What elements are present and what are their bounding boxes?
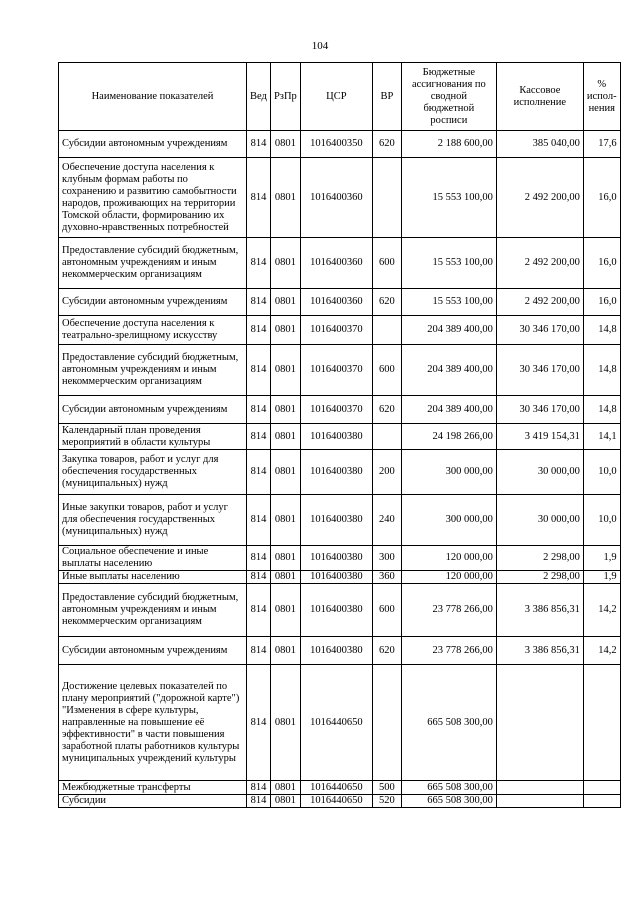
- table-cell-cash: [496, 795, 583, 808]
- table-cell-name: Обеспечение доступа населения к театрально-зрелищному искусству: [59, 316, 247, 345]
- table-cell-vr: 620: [372, 396, 401, 424]
- table-cell-csr: 1016400380: [300, 571, 372, 584]
- table-cell-budget: 24 198 266,00: [401, 424, 496, 450]
- table-cell-pct: [583, 795, 620, 808]
- table-cell-rzpr: 0801: [270, 795, 300, 808]
- table-cell-budget: 23 778 266,00: [401, 637, 496, 665]
- table-cell-name: Субсидии: [59, 795, 247, 808]
- table-cell-cash: 2 298,00: [496, 546, 583, 571]
- table-cell-pct: 1,9: [583, 571, 620, 584]
- table-row: [59, 289, 621, 316]
- table-cell-csr: 1016400350: [300, 131, 372, 158]
- table-cell-name: Иные закупки товаров, работ и услуг для обеспечения государственных (муниципальных) нужд: [59, 495, 247, 546]
- table-cell-budget: 2 188 600,00: [401, 131, 496, 158]
- table-cell-cash: [496, 781, 583, 795]
- table-row: [59, 571, 621, 584]
- table-cell-pct: 10,0: [583, 450, 620, 495]
- table-cell-cash: 385 040,00: [496, 131, 583, 158]
- table-cell-ved: 814: [247, 637, 271, 665]
- table-cell-rzpr: 0801: [270, 584, 300, 637]
- table-cell-budget: 15 553 100,00: [401, 289, 496, 316]
- table-cell-cash: 3 386 856,31: [496, 637, 583, 665]
- table-cell-cash: 2 298,00: [496, 571, 583, 584]
- table-cell-pct: 14,2: [583, 584, 620, 637]
- table-cell-csr: 1016400360: [300, 158, 372, 238]
- table-cell-cash: 3 386 856,31: [496, 584, 583, 637]
- table-cell-cash: 30 000,00: [496, 450, 583, 495]
- table-cell-name: Субсидии автономным учреждениям: [59, 289, 247, 316]
- table-cell-budget: 15 553 100,00: [401, 238, 496, 289]
- table-row: [59, 316, 621, 345]
- table-cell-budget: 665 508 300,00: [401, 795, 496, 808]
- table-cell-pct: [583, 665, 620, 781]
- table-cell-vr: 520: [372, 795, 401, 808]
- table-cell-csr: 1016400370: [300, 316, 372, 345]
- table-cell-pct: 1,9: [583, 546, 620, 571]
- table-cell-ved: 814: [247, 795, 271, 808]
- table-cell-name: Субсидии автономным учреждениям: [59, 637, 247, 665]
- table-cell-rzpr: 0801: [270, 289, 300, 316]
- table-header-row: [59, 63, 621, 131]
- table-cell-vr: 200: [372, 450, 401, 495]
- table-cell-cash: 30 000,00: [496, 495, 583, 546]
- table-cell-csr: 1016400360: [300, 289, 372, 316]
- table-cell-name: Закупка товаров, работ и услуг для обеспечения государственных (муниципальных) нужд: [59, 450, 247, 495]
- table-cell-ved: 814: [247, 289, 271, 316]
- table-row: [59, 450, 621, 495]
- header-rzpr: РзПр: [270, 63, 300, 131]
- table-row: [59, 424, 621, 450]
- table-cell-pct: 14,8: [583, 396, 620, 424]
- table-cell-name: Предоставление субсидий бюджетным, автономным учреждениям и иным некоммерческим организациям: [59, 238, 247, 289]
- table-cell-ved: 814: [247, 584, 271, 637]
- table-cell-ved: 814: [247, 238, 271, 289]
- header-ved: Вед: [247, 63, 271, 131]
- table-cell-ved: 814: [247, 781, 271, 795]
- table-cell-rzpr: 0801: [270, 637, 300, 665]
- table-cell-ved: 814: [247, 316, 271, 345]
- table-cell-csr: 1016400380: [300, 450, 372, 495]
- table-row: [59, 495, 621, 546]
- table-cell-csr: 1016400380: [300, 546, 372, 571]
- table-cell-vr: 500: [372, 781, 401, 795]
- table-cell-rzpr: 0801: [270, 665, 300, 781]
- table-cell-budget: 300 000,00: [401, 495, 496, 546]
- table-cell-name: Субсидии автономным учреждениям: [59, 131, 247, 158]
- table-cell-ved: 814: [247, 665, 271, 781]
- table-cell-budget: 120 000,00: [401, 546, 496, 571]
- table-cell-name: Социальное обеспечение и иные выплаты населению: [59, 546, 247, 571]
- table-cell-rzpr: 0801: [270, 571, 300, 584]
- table-cell-pct: 17,6: [583, 131, 620, 158]
- table-cell-vr: 300: [372, 546, 401, 571]
- table-cell-rzpr: 0801: [270, 781, 300, 795]
- header-csr: ЦСР: [300, 63, 372, 131]
- budget-execution-table: [58, 62, 621, 808]
- table-cell-csr: 1016440650: [300, 795, 372, 808]
- table-cell-pct: [583, 781, 620, 795]
- table-cell-pct: 16,0: [583, 158, 620, 238]
- page-number: 104: [311, 40, 329, 52]
- table-cell-csr: 1016400380: [300, 495, 372, 546]
- table-cell-csr: 1016400370: [300, 345, 372, 396]
- table-cell-pct: 10,0: [583, 495, 620, 546]
- table-cell-name: Календарный план проведения мероприятий в области культуры: [59, 424, 247, 450]
- table-cell-budget: 120 000,00: [401, 571, 496, 584]
- table-cell-cash: 30 346 170,00: [496, 396, 583, 424]
- table-row: [59, 546, 621, 571]
- table-cell-vr: [372, 316, 401, 345]
- table-cell-csr: 1016400370: [300, 396, 372, 424]
- header-vr: ВР: [372, 63, 401, 131]
- table-cell-ved: 814: [247, 396, 271, 424]
- table-cell-rzpr: 0801: [270, 424, 300, 450]
- table-row: [59, 238, 621, 289]
- table-cell-name: Предоставление субсидий бюджетным, автономным учреждениям и иным некоммерческим организациям: [59, 584, 247, 637]
- table-cell-vr: 600: [372, 345, 401, 396]
- table-cell-pct: 16,0: [583, 238, 620, 289]
- table-row: [59, 131, 621, 158]
- table-cell-cash: 3 419 154,31: [496, 424, 583, 450]
- header-name: Наименование показателей: [59, 63, 247, 131]
- table-cell-ved: 814: [247, 345, 271, 396]
- table-cell-csr: 1016400380: [300, 637, 372, 665]
- table-cell-ved: 814: [247, 495, 271, 546]
- table-cell-cash: 30 346 170,00: [496, 316, 583, 345]
- table-cell-name: Межбюджетные трансферты: [59, 781, 247, 795]
- table-cell-rzpr: 0801: [270, 345, 300, 396]
- table-cell-vr: 240: [372, 495, 401, 546]
- table-cell-rzpr: 0801: [270, 450, 300, 495]
- table-cell-cash: 2 492 200,00: [496, 289, 583, 316]
- table-cell-csr: 1016400380: [300, 424, 372, 450]
- table-cell-vr: [372, 665, 401, 781]
- table-cell-name: Достижение целевых показателей по плану мероприятий ("дорожной карте") "Изменения в сфере культуры, направленные на повышение её эффективности" в части повышения заработной платы работников культуры муниципальных учреждений культуры: [59, 665, 247, 781]
- table-cell-budget: 204 389 400,00: [401, 345, 496, 396]
- table-cell-budget: 665 508 300,00: [401, 665, 496, 781]
- table-cell-csr: 1016440650: [300, 781, 372, 795]
- table-cell-name: Субсидии автономным учреждениям: [59, 396, 247, 424]
- table-cell-budget: 204 389 400,00: [401, 396, 496, 424]
- table-cell-pct: 14,8: [583, 316, 620, 345]
- table-cell-vr: 360: [372, 571, 401, 584]
- table-cell-ved: 814: [247, 131, 271, 158]
- table-cell-csr: 1016400360: [300, 238, 372, 289]
- table-cell-rzpr: 0801: [270, 131, 300, 158]
- table-cell-cash: 2 492 200,00: [496, 158, 583, 238]
- table-row: [59, 396, 621, 424]
- table-cell-name: Обеспечение доступа населения к клубным формам работы по сохранению и развитию самобытности народов, проживающих на территории Томской области, формированию их духовно-нравственных потребностей: [59, 158, 247, 238]
- header-budget: Бюджетные ассигнования по сводной бюджетной росписи: [401, 63, 496, 131]
- table-cell-vr: 620: [372, 289, 401, 316]
- table-cell-ved: 814: [247, 571, 271, 584]
- table-row: [59, 795, 621, 808]
- table-cell-pct: 14,2: [583, 637, 620, 665]
- table-cell-budget: 23 778 266,00: [401, 584, 496, 637]
- table-cell-ved: 814: [247, 424, 271, 450]
- table-cell-budget: 665 508 300,00: [401, 781, 496, 795]
- table-cell-vr: [372, 158, 401, 238]
- table-row: [59, 637, 621, 665]
- table-cell-ved: 814: [247, 546, 271, 571]
- table-cell-cash: [496, 665, 583, 781]
- table-cell-budget: 300 000,00: [401, 450, 496, 495]
- header-cash: Кассовое исполнение: [496, 63, 583, 131]
- table-cell-rzpr: 0801: [270, 495, 300, 546]
- table-row: [59, 584, 621, 637]
- table-cell-vr: 620: [372, 637, 401, 665]
- header-pct: % испол-нения: [583, 63, 620, 131]
- table-cell-budget: 15 553 100,00: [401, 158, 496, 238]
- table-row: [59, 781, 621, 795]
- table-row: [59, 665, 621, 781]
- table-cell-vr: 600: [372, 238, 401, 289]
- table-cell-csr: 1016400380: [300, 584, 372, 637]
- table-cell-budget: 204 389 400,00: [401, 316, 496, 345]
- table-cell-cash: 30 346 170,00: [496, 345, 583, 396]
- table-cell-vr: 600: [372, 584, 401, 637]
- table-cell-rzpr: 0801: [270, 158, 300, 238]
- table-cell-rzpr: 0801: [270, 396, 300, 424]
- table-cell-vr: [372, 424, 401, 450]
- table-cell-cash: 2 492 200,00: [496, 238, 583, 289]
- table-cell-vr: 620: [372, 131, 401, 158]
- table-cell-rzpr: 0801: [270, 546, 300, 571]
- table-cell-rzpr: 0801: [270, 238, 300, 289]
- table-cell-csr: 1016440650: [300, 665, 372, 781]
- table-cell-name: Предоставление субсидий бюджетным, автономным учреждениям и иным некоммерческим организациям: [59, 345, 247, 396]
- table-cell-ved: 814: [247, 450, 271, 495]
- table-cell-pct: 14,1: [583, 424, 620, 450]
- table-row: [59, 345, 621, 396]
- table-cell-name: Иные выплаты населению: [59, 571, 247, 584]
- table-cell-rzpr: 0801: [270, 316, 300, 345]
- table-cell-pct: 14,8: [583, 345, 620, 396]
- table-cell-ved: 814: [247, 158, 271, 238]
- table-cell-pct: 16,0: [583, 289, 620, 316]
- table-row: [59, 158, 621, 238]
